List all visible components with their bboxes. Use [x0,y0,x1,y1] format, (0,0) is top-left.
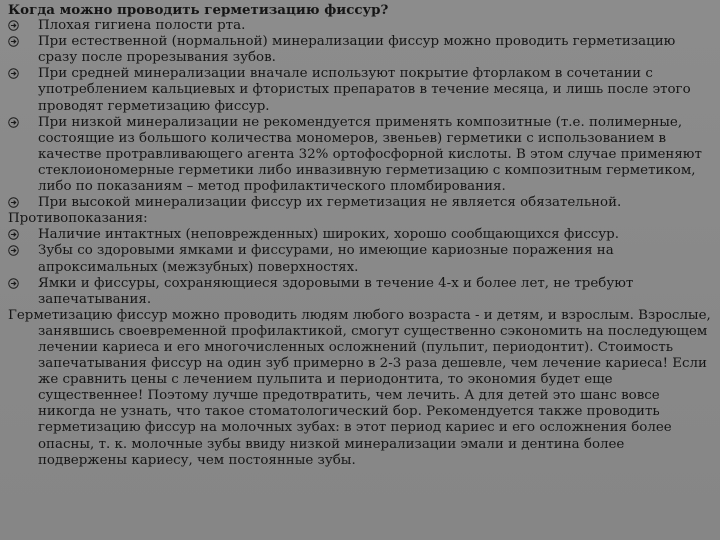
circled-arrow-icon [8,197,19,208]
list-item [8,34,714,66]
list-item-text: Плохая гигиена полости рта. [38,18,246,34]
list-item [8,276,714,308]
circled-arrow-icon [8,36,19,47]
slide-title: Когда можно проводить герметизацию фиссур? [8,2,389,18]
circled-arrow-icon [8,278,19,289]
list-item-text: Наличие интактных (неповрежденных) широких, хорошо сообщающихся фиссур. [38,227,619,243]
list-item-text: Ямки и фиссуры, сохраняющиеся здоровыми в течение 4-х и более лет, не требуют запечатывания. [38,275,634,307]
list-item [8,66,714,114]
list-item [8,18,714,34]
list-item-text: При низкой минерализации не рекомендуется применять композитные (т.е. полимерные, состоящие из большого количества мономеров, звеньев) герметики с использованием в качестве протравливающего агента 32% ортофосфорной кислоты. В этом случае применяют стеклоиономерные герметики либо инвазивную герметизацию с композитным герметиком, либо по показаниям – метод профилактического пломбирования. [38,114,702,195]
circled-arrow-icon [8,245,19,256]
circled-arrow-icon [8,117,19,128]
slide-content [8,2,714,469]
list-item-text: При высокой минерализации фиссур их герметизация не является обязательной. [38,195,622,211]
list-item [8,243,714,275]
list-item-text: Зубы со здоровыми ямками и фиссурами, но имеющие кариозные поражения на апроксимальных (межзубных) поверхностях. [38,243,614,275]
list-item [8,227,714,243]
list-item [8,115,714,195]
circled-arrow-icon [8,229,19,240]
list-item [8,195,714,211]
list-item-text: При естественной (нормальной) минерализации фиссур можно проводить герметизацию сразу после прорезывания зубов. [38,34,676,66]
contraindications-heading: Противопоказания: [8,211,148,227]
circled-arrow-icon [8,20,19,31]
closing-paragraph: Герметизацию фиссур можно проводить людям любого возраста - и детям, и взрослым. Взрослые, занявшись своевременной профилактикой, смогут существенно сэкономить на последующем лечении кариеса и его многочисленных осложнений (пульпит, периодонтит). Стоимость запечатывания фиссур на один зуб примерно в 2-3 раза дешевле, чем лечение кариеса! Если же сравнить цены с лечением пульпита и периодонтита, то экономия будет еще существеннее! Поэтому лучше предотвратить, чем лечить. А для детей это шанс вовсе никогда не узнать, что такое стоматологический бор. Рекомендуется также проводить герметизацию фиссур на молочных зубах: в этот период кариес и его осложнения более опасны, т. к. молочные зубы ввиду низкой минерализации эмали и дентина более подвержены кариесу, чем постоянные зубы. [8,307,711,468]
list-item-text: При средней минерализации вначале используют покрытие фторлаком в сочетании с употреблением кальциевых и фтористых препаратов в течение месяца, и лишь после этого проводят герметизацию фиссур. [38,66,691,114]
circled-arrow-icon [8,68,19,79]
